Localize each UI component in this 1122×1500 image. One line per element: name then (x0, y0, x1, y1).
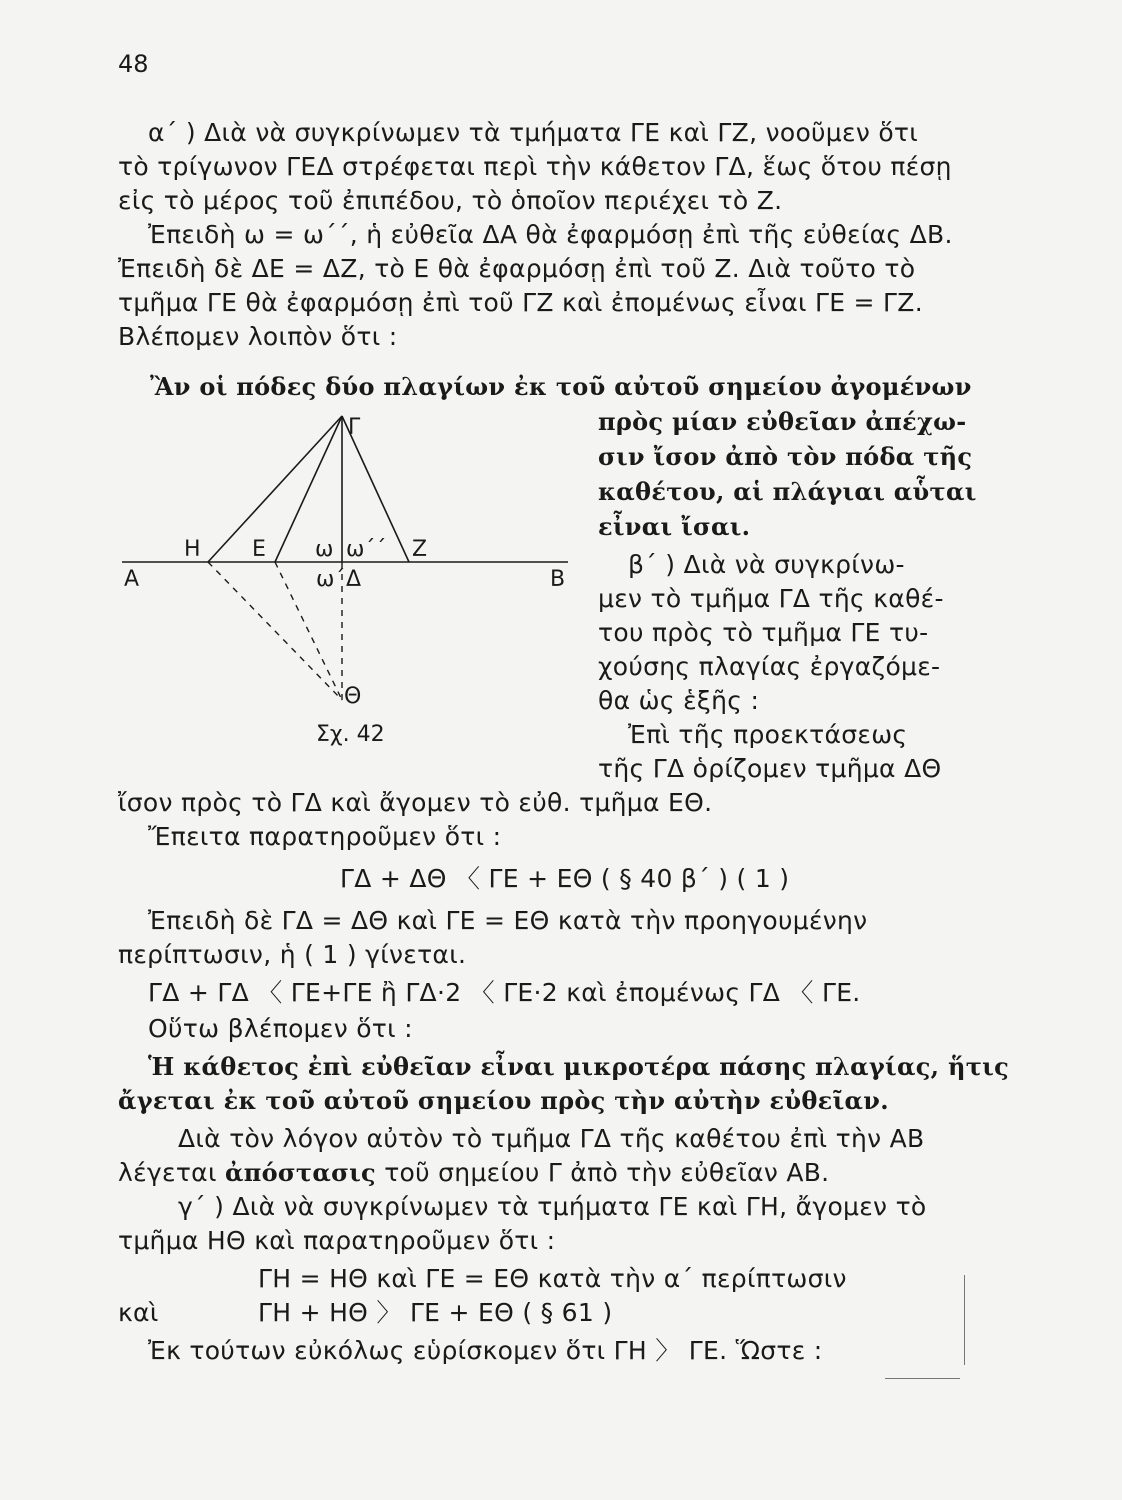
side-text-line: θα ὡς ἑξῆς : (598, 686, 760, 715)
text-run: λέγεται (118, 1158, 217, 1187)
text-line: τμῆμα ΗΘ καὶ παρατηροῦμεν ὅτι : (118, 1226, 556, 1255)
text-line: τμῆμα ΓΕ θὰ ἐφαρμόσῃ ἐπὶ τοῦ ΓΖ καὶ ἐπομένως εἶναι ΓΕ = ΓΖ. (118, 288, 923, 317)
equation-line: ΓΗ = ΗΘ καὶ ΓΕ = ΕΘ κατὰ τὴν α΄ περίπτωσιν (258, 1264, 847, 1293)
equation-line: ΓΗ + ΗΘ 〉 ΓΕ + ΕΘ ( § 61 ) (258, 1298, 613, 1327)
label-Z: Ζ (412, 537, 428, 562)
side-text-line: του πρὸς τὸ τμῆμα ΓΕ τυ- (598, 618, 929, 647)
equation-line: ΓΔ + ΓΔ 〈 ΓΕ+ΓΕ ἢ ΓΔ·2 〈 ΓΕ·2 καὶ ἐπομένως ΓΔ 〈 ΓΕ. (148, 978, 861, 1007)
text-line: περίπτωσιν, ἡ ( 1 ) γίνεται. (118, 940, 467, 969)
side-text-line: μεν τὸ τμῆμα ΓΔ τῆς καθέ- (598, 584, 944, 613)
theorem-line: σιν ἴσον ἀπὸ τὸν πόδα τῆς (598, 442, 973, 471)
theorem-line: καθέτου, αἱ πλάγιαι αὗται (598, 477, 977, 506)
side-text-line: χούσης πλαγίας ἐργαζόμε- (598, 652, 941, 681)
label-G: Γ (348, 415, 361, 440)
text-line: Ἐκ τούτων εὐκόλως εὑρίσκομεν ὅτι ΓΗ 〉 ΓΕ. Ὥστε : (148, 1336, 823, 1365)
label-H: Η (184, 537, 201, 562)
text-line: Οὕτω βλέπομεν ὅτι : (148, 1014, 413, 1043)
label-omega-dd: ω΄΄ (346, 537, 387, 562)
side-text-line: β΄ ) Διὰ νὰ συγκρίνω- (628, 550, 905, 579)
label-A: Α (124, 567, 140, 592)
text-line: τὸ τρίγωνον ΓΕΔ στρέφεται περὶ τὴν κάθετον ΓΔ, ἕως ὅτου πέσῃ (118, 152, 952, 181)
text-line: εἰς τὸ μέρος τοῦ ἐπιπέδου, τὸ ὁποῖον περιέχει τὸ Ζ. (118, 186, 783, 215)
text-run: καὶ (118, 1298, 159, 1327)
text-line: Ἔπειτα παρατηροῦμεν ὅτι : (148, 822, 502, 851)
text-line: Ἐπειδὴ ω = ω΄΄, ἡ εὐθεῖα ΔΑ θὰ ἐφαρμόσῃ ἐπὶ τῆς εὐθείας ΔΒ. (148, 220, 953, 249)
text-line: γ΄ ) Διὰ νὰ συγκρίνωμεν τὰ τμήματα ΓΕ καὶ ΓΗ, ἄγομεν τὸ (178, 1192, 927, 1221)
text-run: τοῦ σημείου Γ ἀπὸ τὴν εὐθεῖαν ΑΒ. (384, 1158, 830, 1187)
margin-mark (952, 1275, 965, 1365)
text-line: Διὰ τὸν λόγον αὐτὸν τὸ τμῆμα ΓΔ τῆς καθέτου ἐπὶ τὴν ΑΒ (178, 1124, 925, 1153)
label-Th: Θ (344, 684, 362, 709)
page-number: 48 (118, 50, 149, 78)
text-line: Βλέπομεν λοιπὸν ὅτι : (118, 322, 398, 351)
label-omega-d: ω΄ (316, 567, 346, 592)
theorem-line: Ἡ κάθετος ἐπὶ εὐθεῖαν εἶναι μικροτέρα πάσης πλαγίας, ἥτις (148, 1052, 1009, 1081)
label-E: Ε (252, 537, 266, 562)
label-D: Δ (346, 567, 362, 592)
theorem-line: ἄγεται ἐκ τοῦ αὐτοῦ σημείου πρὸς τὴν αὐτὴν εὐθεῖαν. (118, 1086, 889, 1115)
label-B: Β (550, 567, 566, 592)
text-line (118, 1156, 829, 1190)
term-apostasis: ἀπόστασις (224, 1158, 376, 1187)
theorem-line: πρὸς μίαν εὐθεῖαν ἀπέχω- (598, 407, 967, 436)
margin-mark (885, 1378, 960, 1379)
figure-caption: Σχ. 42 (316, 722, 385, 747)
text-line: Ἐπειδὴ δὲ ΓΔ = ΔΘ καὶ ΓΕ = ΕΘ κατὰ τὴν προηγουμένην (148, 906, 868, 935)
text-line: ἴσον πρὸς τὸ ΓΔ καὶ ἄγομεν τὸ εὐθ. τμῆμα ΕΘ. (118, 788, 713, 817)
text-line: Ἐπειδὴ δὲ ΔΕ = ΔΖ, τὸ Ε θὰ ἐφαρμόσῃ ἐπὶ τοῦ Ζ. Διὰ τοῦτο τὸ (118, 254, 916, 283)
text-line: α΄ ) Διὰ νὰ συγκρίνωμεν τὰ τμήματα ΓΕ καὶ ΓΖ, νοοῦμεν ὅτι (148, 118, 919, 147)
theorem-line: εἶναι ἴσαι. (598, 512, 751, 541)
equation-1: ΓΔ + ΔΘ 〈 ΓΕ + ΕΘ ( § 40 β΄ ) ( 1 ) (340, 864, 790, 893)
side-text-line: Ἐπὶ τῆς προεκτάσεως (628, 720, 908, 749)
side-text-line: τῆς ΓΔ ὁρίζομεν τμῆμα ΔΘ (598, 754, 942, 783)
theorem-line: Ἂν οἱ πόδες δύο πλαγίων ἐκ τοῦ αὐτοῦ σημείου ἀγομένων (150, 372, 972, 401)
label-omega: ω (315, 537, 334, 562)
geometry-figure (110, 410, 580, 710)
